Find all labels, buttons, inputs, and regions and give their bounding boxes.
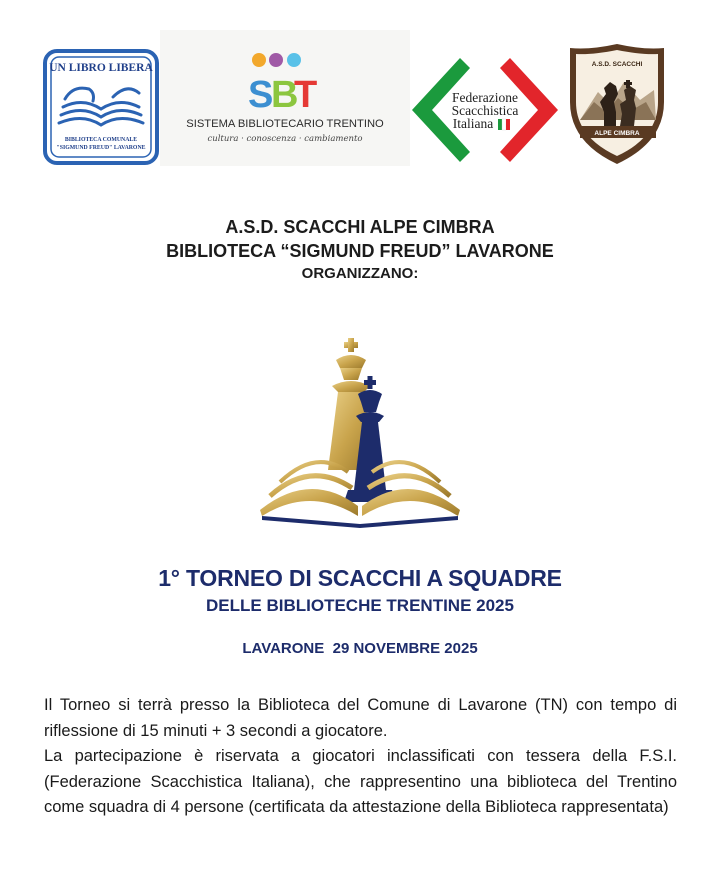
fsi-line1: Federazione: [452, 90, 518, 105]
fsi-logo: [410, 52, 560, 168]
logos-header: [0, 30, 720, 170]
description-paragraph-2: La partecipazione è riservata a giocatori inclassificati con tessera della F.S.I. (Federazione Scacchistica Italiana), che rappresentino una biblioteca del Trentino come squadra di 4 persone (certificata da attestazione della Biblioteca rappresentata): [44, 747, 677, 816]
event-subtitle: DELLE BIBLIOTECHE TRENTINE 2025: [206, 596, 514, 615]
asd-bottom: ALPE CIMBRA: [594, 130, 640, 137]
un-libro-libera-logo: [43, 49, 159, 165]
asd-top: A.S.D. SCACCHI: [591, 61, 643, 68]
sbt-name: SISTEMA BIBLIOTECARIO TRENTINO: [186, 118, 384, 130]
description: [44, 693, 677, 821]
logo-line2: "SIGMUND FREUD" LAVARONE: [56, 145, 146, 151]
fsi-line3: Italiana: [452, 116, 494, 131]
organizer-line-3: ORGANIZZANO:: [301, 265, 419, 282]
svg-text:S: S: [248, 74, 274, 116]
king-on-book-icon: [240, 320, 480, 530]
logo-title: UN LIBRO LIBERA: [49, 62, 153, 74]
organizer-line-1: A.S.D. SCACCHI ALPE CIMBRA: [225, 217, 495, 237]
svg-text:B: B: [271, 74, 299, 116]
asd-scacchi-crest: [566, 42, 668, 166]
sbt-logo: [160, 30, 410, 166]
logo-line1: BIBLIOTECA COMUNALE: [64, 137, 138, 143]
svg-text:T: T: [294, 74, 318, 116]
organizer-line-2: BIBLIOTECA “SIGMUND FREUD” LAVARONE: [166, 241, 554, 261]
fsi-line2: Scacchistica: [451, 103, 519, 118]
description-paragraph-1: Il Torneo si terrà presso la Biblioteca del Comune di Lavarone (TN) con tempo di riflessione di 15 minuti + 3 secondi a giocatore.: [44, 696, 677, 740]
event-title: 1° TORNEO DI SCACCHI A SQUADRE: [158, 565, 562, 591]
sbt-tagline: cultura · conoscenza · cambiamento: [207, 134, 363, 144]
event-date: LAVARONE 29 NOVEMBRE 2025: [242, 640, 478, 657]
